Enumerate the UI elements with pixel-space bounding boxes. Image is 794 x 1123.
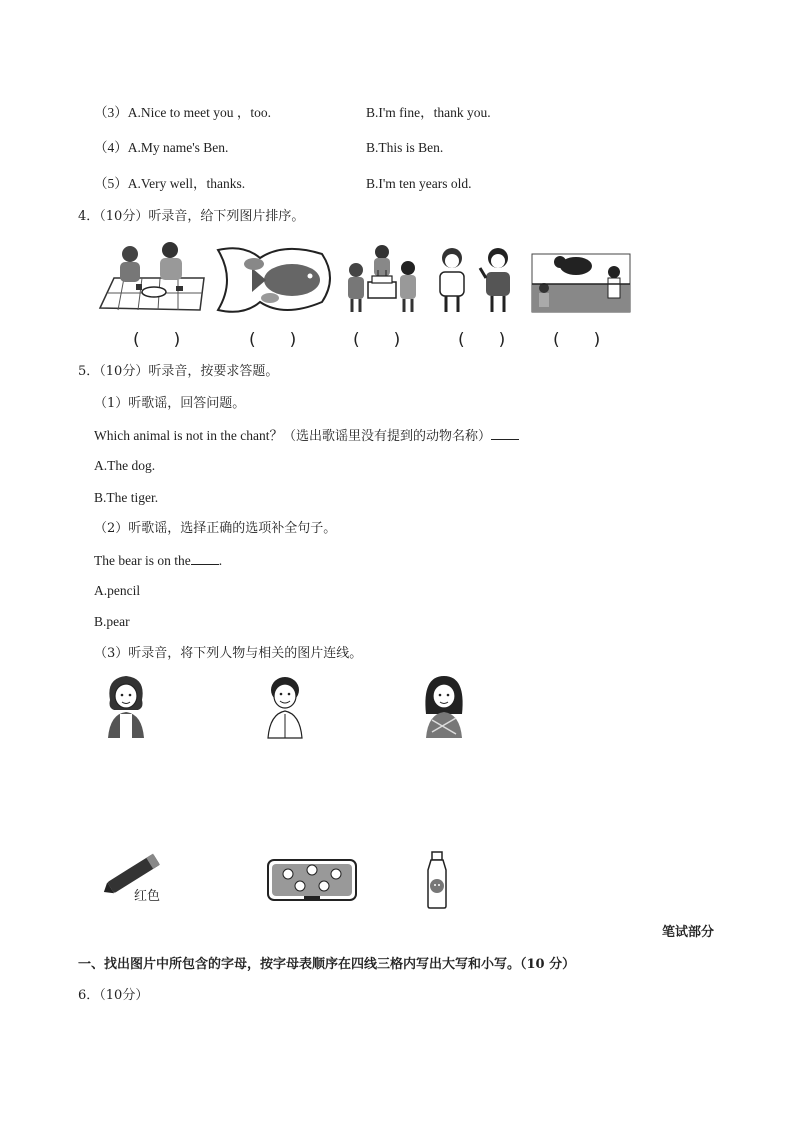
q5-part1-option-b: B.The tiger. <box>94 490 159 505</box>
girl-portrait-2[interactable] <box>422 674 466 740</box>
order-bracket-2[interactable]: ( ) <box>249 330 297 350</box>
q5-option-b: B.I'm ten years old. <box>366 176 472 191</box>
children-greeting-illustration <box>432 246 524 316</box>
fish-plate-illustration <box>214 244 336 316</box>
answer-blank[interactable] <box>191 552 219 565</box>
q5-part1-label: （1）听歌谣，回答问题。 <box>94 396 246 411</box>
order-bracket-4[interactable]: ( ) <box>458 330 506 350</box>
question-5-heading: 5．（10分）听录音，按要求答题。 <box>78 364 279 379</box>
q5-part2-option-a: A.pencil <box>94 583 141 598</box>
girl-portrait-1[interactable] <box>104 674 148 740</box>
written-section-title: 笔试部分 <box>662 925 715 940</box>
picnic-illustration <box>96 238 208 314</box>
q3-option-b: B.I'm fine，thank you. <box>366 105 491 120</box>
section-1-heading: 一、找出图片中所包含的字母，按字母表顺序在四线三格内写出大写和小写。（10 分） <box>78 957 576 972</box>
q5-part2-option-b: B.pear <box>94 614 130 629</box>
zoo-scene-illustration <box>530 248 632 316</box>
milk-bottle-illustration[interactable] <box>424 850 450 910</box>
boy-portrait[interactable] <box>264 674 306 740</box>
question-6-heading: 6．（10分） <box>78 988 149 1003</box>
order-bracket-1[interactable]: ( ) <box>133 330 181 350</box>
order-bracket-5[interactable]: ( ) <box>553 330 601 350</box>
pencil-case-illustration[interactable] <box>266 856 358 904</box>
birthday-party-illustration <box>342 240 422 316</box>
red-crayon-illustration[interactable] <box>98 848 172 904</box>
q5-part1-option-a: A.The dog. <box>94 458 156 473</box>
q5-part1-question: Which animal is not in the chant？（选出歌谣里没有提到的动物名称） <box>94 427 519 445</box>
answer-blank[interactable] <box>491 427 519 440</box>
q5-part2-label: （2）听歌谣，选择正确的选项补全句子。 <box>94 521 337 536</box>
question-4-heading: 4．（10分）听录音，给下列图片排序。 <box>78 209 305 224</box>
order-bracket-3[interactable]: ( ) <box>353 330 401 350</box>
q4-option-a: （4）A.My name's Ben. <box>94 140 229 155</box>
q5-option-a: （5）A.Very well，thanks. <box>94 176 246 191</box>
q5-part2-question: The bear is on the . <box>94 553 223 568</box>
q4-option-b: B.This is Ben. <box>366 140 444 155</box>
crayon-caption: 红色 <box>134 889 161 904</box>
q5-part3-label: （3）听录音，将下列人物与相关的图片连线。 <box>94 646 363 661</box>
q3-option-a: （3）A.Nice to meet you ，too. <box>94 105 271 120</box>
